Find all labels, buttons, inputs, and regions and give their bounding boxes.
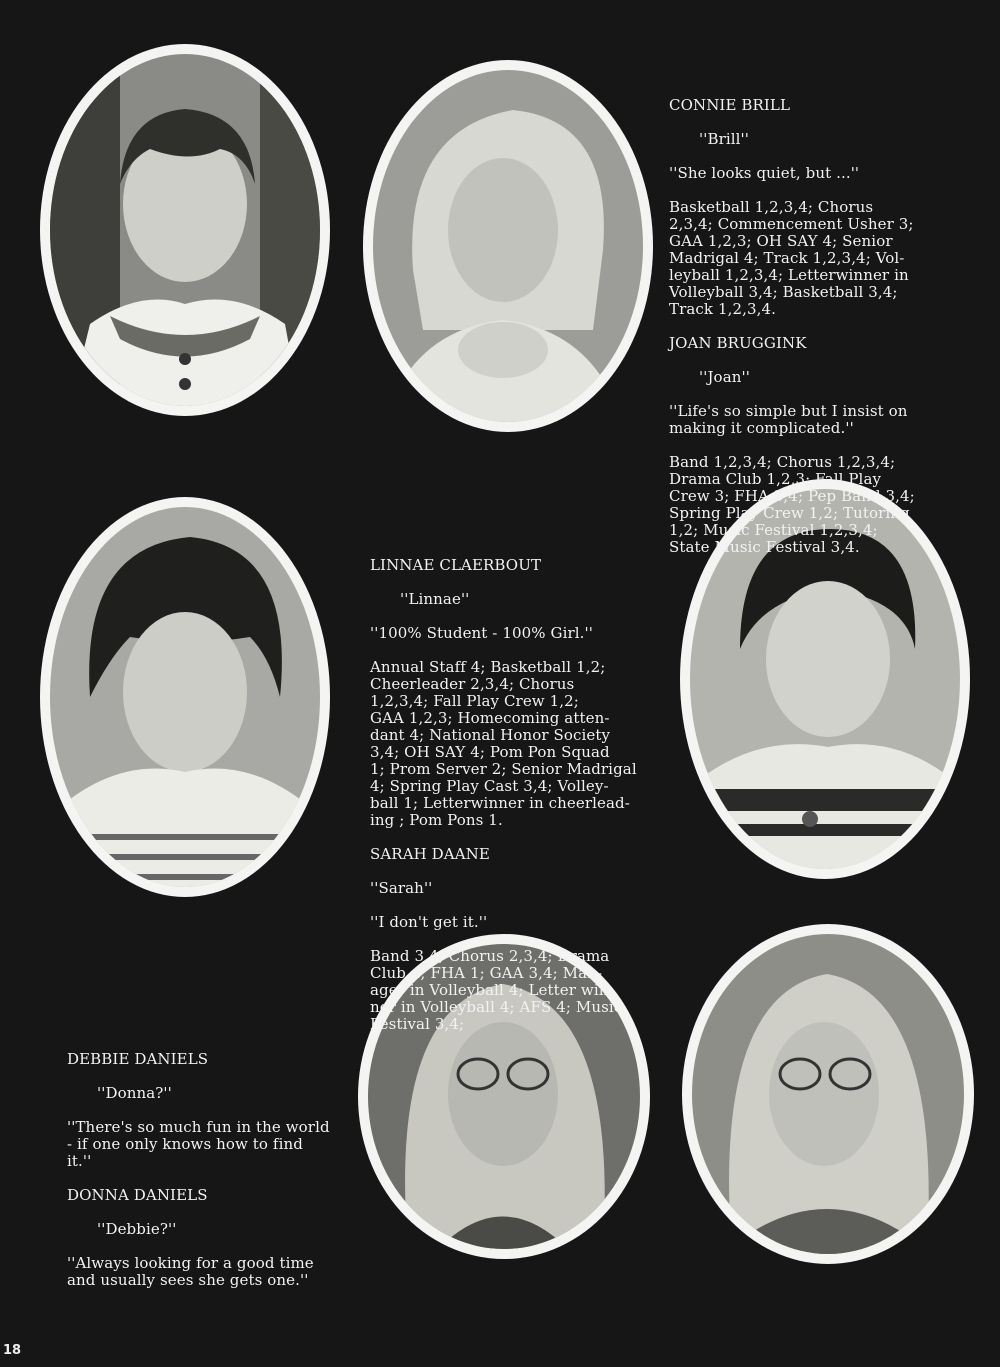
- portrait-frame: [40, 44, 330, 416]
- student-nickname: ''Debbie?'': [97, 1220, 177, 1238]
- student-name: JOAN BRUGGINK: [669, 334, 807, 352]
- student-quote: ''She looks quiet, but ...'': [669, 164, 860, 182]
- student-quote: ''There's so much fun in the world - if one only knows how to find it.'': [67, 1118, 330, 1170]
- student-quote: ''100% Student - 100% Girl.'': [370, 624, 593, 642]
- portrait-frame: [40, 497, 330, 897]
- student-activities: Band 1,2,3,4; Chorus 1,2,3,4; Drama Club 1,2,3; Fall Play Crew 3; FHA 3,4; Pep Band 3,4; Spring Play Crew 1,2; Tutoring 1,2; Music Festival 1,2,3,4; State Music Festival 3,4.: [669, 453, 915, 556]
- student-activities: Basketball 1,2,3,4; Chorus 2,3,4; Commencement Usher 3; GAA 1,2,3; OH SAY 4; Senior Madrigal 4; Track 1,2,3,4; Vol- leyball 1,2,3,4; Letterwinner in Volleyball 3,4; Basketball 3,4; Track 1,2,3,4.: [669, 198, 914, 318]
- student-nickname: ''Brill'': [699, 130, 749, 148]
- student-quote: ''Always looking for a good time and usually sees she gets one.'': [67, 1254, 314, 1289]
- portrait-photo: [50, 507, 320, 887]
- portrait-photo: [692, 934, 964, 1254]
- student-quote: ''I don't get it.'': [370, 913, 488, 931]
- student-name: DONNA DANIELS: [67, 1186, 208, 1204]
- student-nickname: ''Sarah'': [370, 879, 433, 897]
- student-nickname: ''Joan'': [699, 368, 750, 386]
- portrait-frame: [682, 924, 974, 1264]
- student-nickname: ''Donna?'': [97, 1084, 172, 1102]
- student-activities: Annual Staff 4; Basketball 1,2; Cheerleader 2,3,4; Chorus 1,2,3,4; Fall Play Crew 1,2; GAA 1,2,3; Homecoming atten- dant 4; National Honor Society 3,4; OH SAY 4; Pom Pon Squad 1; Prom Server 2; Senior Madrigal 4; Spring Play Cast 3,4; Volley- ball 1; Letterwinner in cheerlead- ing ; Pom Pons 1.: [370, 658, 637, 829]
- portrait-photo: [373, 70, 643, 422]
- student-activities: Band 3,4; Chorus 2,3,4; Drama Club 4; FHA 1; GAA 3,4; Man- ager in Volleyball 4; Letter win- ner in Volleyball 4; AFS 4; Music Festival 3,4;: [370, 947, 623, 1033]
- bio-connie-joan: [669, 80, 989, 573]
- bio-linnae-sarah: [370, 540, 670, 1050]
- student-name: DEBBIE DANIELS: [67, 1050, 209, 1068]
- bio-debbie-donna: [67, 1034, 357, 1306]
- student-nickname: ''Linnae'': [400, 590, 470, 608]
- portrait-photo: [50, 54, 320, 406]
- student-name: LINNAE CLAERBOUT: [370, 556, 542, 574]
- student-quote: ''Life's so simple but I insist on making it complicated.'': [669, 402, 908, 437]
- student-name: SARAH DAANE: [370, 845, 490, 863]
- portrait-frame: [363, 60, 653, 432]
- student-name: CONNIE BRILL: [669, 96, 791, 114]
- page-number: 18: [3, 1343, 22, 1358]
